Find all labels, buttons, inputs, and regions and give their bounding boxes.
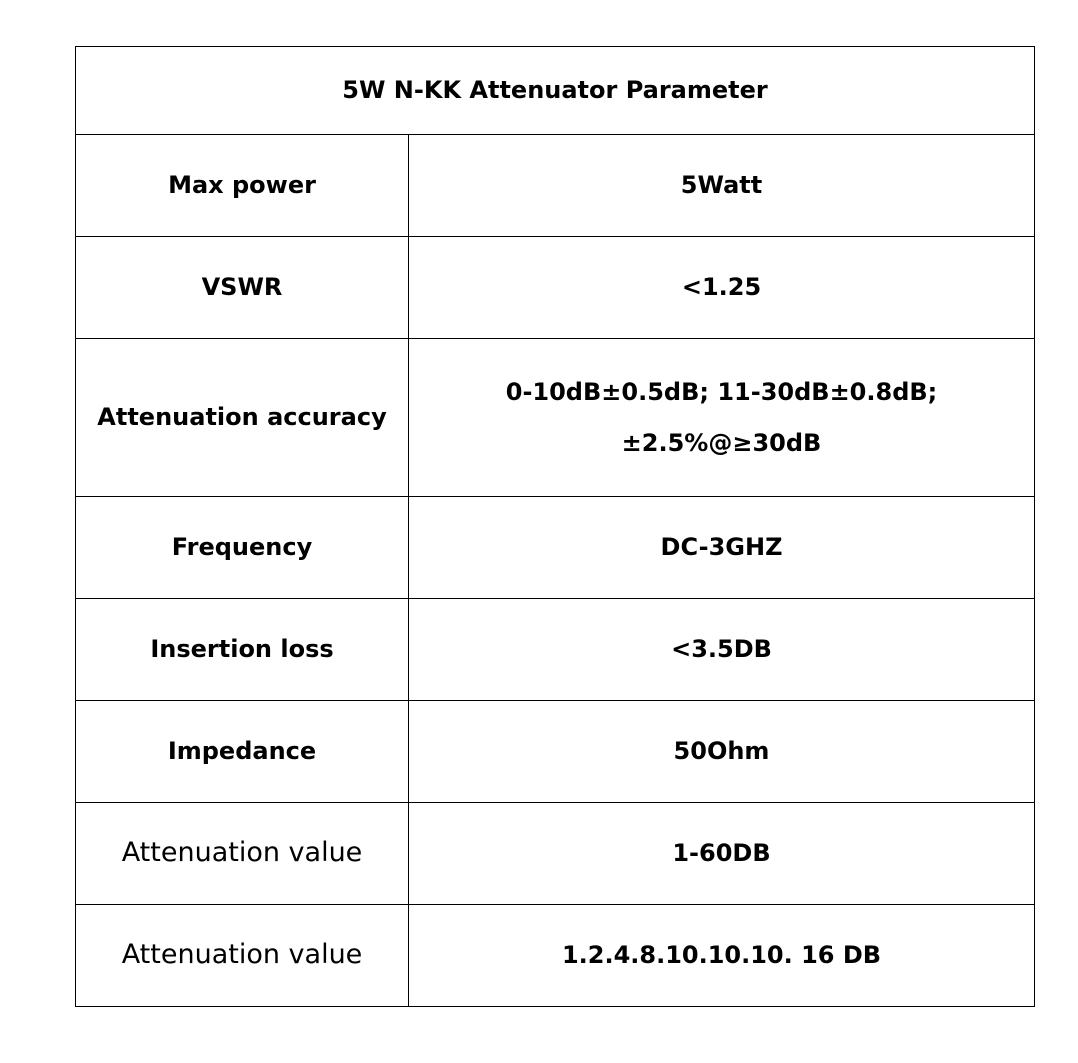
row-value-attenuation-accuracy (409, 339, 1035, 497)
row-label-attenuation-value-steps: Attenuation value (76, 905, 409, 1007)
table-row (76, 803, 1035, 905)
row-value-attenuation-value-steps: 1.2.4.8.10.10.10. 16 DB (409, 905, 1035, 1007)
row-label-attenuation-accuracy: Attenuation accuracy (76, 339, 409, 497)
row-value-max-power: 5Watt (409, 135, 1035, 237)
row-value-insertion-loss: <3.5DB (409, 599, 1035, 701)
row-label-frequency: Frequency (76, 497, 409, 599)
table-row (76, 905, 1035, 1007)
row-label-vswr: VSWR (76, 237, 409, 339)
table-row (76, 237, 1035, 339)
attenuator-parameter-table (75, 46, 1035, 1007)
table-row (76, 339, 1035, 497)
row-label-insertion-loss: Insertion loss (76, 599, 409, 701)
table-title: 5W N-KK Attenuator Parameter (76, 47, 1035, 135)
accuracy-line-1: 0-10dB±0.5dB; 11-30dB±0.8dB; (505, 377, 938, 406)
table-row (76, 497, 1035, 599)
row-value-frequency: DC-3GHZ (409, 497, 1035, 599)
row-label-max-power: Max power (76, 135, 409, 237)
accuracy-line-2: ±2.5%@≥30dB (621, 428, 822, 457)
row-value-impedance: 50Ohm (409, 701, 1035, 803)
row-value-attenuation-value: 1-60DB (409, 803, 1035, 905)
table-row (76, 135, 1035, 237)
row-value-vswr: <1.25 (409, 237, 1035, 339)
table-title-row (76, 47, 1035, 135)
row-label-attenuation-value: Attenuation value (76, 803, 409, 905)
row-label-impedance: Impedance (76, 701, 409, 803)
table-row (76, 701, 1035, 803)
table-row (76, 599, 1035, 701)
